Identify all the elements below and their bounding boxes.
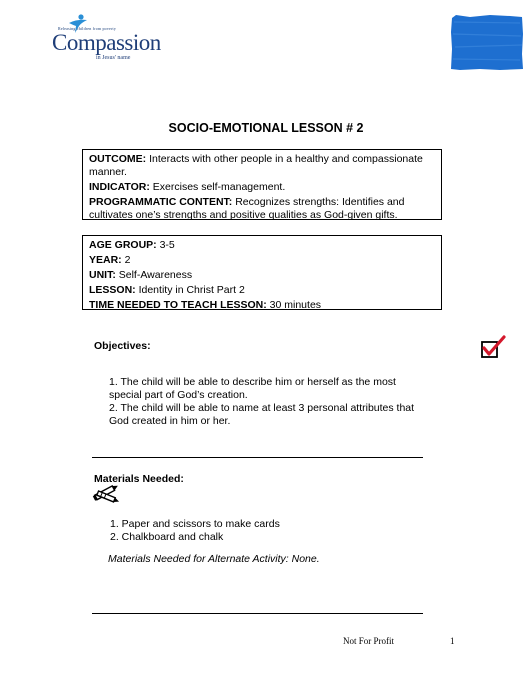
material-item: 2. Chalkboard and chalk [110,531,224,543]
unit-value: Self-Awareness [115,269,193,281]
programmatic-text: Recognizes strengths: Identifies and cultivates one’s strengths and positive qualities as God-given gifts. [89,196,405,221]
age-group-value: 3-5 [156,239,175,251]
unit-label: UNIT: [89,269,116,281]
pencil-crayon-icon [92,485,124,505]
page-number: 1 [450,636,455,646]
objective-item: 1. The child will be able to describe him or herself as the most special part of God’s creation. [109,376,396,401]
indicator-line [89,181,435,194]
unit-line [89,269,435,282]
year-label: YEAR: [89,254,122,266]
page-title: SOCIO-EMOTIONAL LESSON # 2 [168,121,364,135]
lesson-label: LESSON: [89,284,136,296]
blue-brush-box [450,14,524,71]
checkmark-box-icon [480,335,506,359]
indicator-label: INDICATOR: [89,181,150,193]
footer-label: Not For Profit [343,636,395,646]
section-divider [92,613,423,614]
lesson-info-box [82,235,442,310]
programmatic-line [89,196,435,222]
outcome-box [82,149,442,220]
logo-tagline: Releasing children from poverty [58,26,117,31]
material-item: 1. Paper and scissors to make cards [110,518,280,530]
programmatic-label: PROGRAMMATIC CONTENT: [89,196,233,208]
time-label: TIME NEEDED TO TEACH LESSON: [89,299,267,311]
logo-wordmark: Compassion [52,30,161,55]
materials-heading: Materials Needed: [94,473,184,485]
outcome-line [89,153,435,179]
indicator-text: Exercises self-management. [149,181,286,193]
alternate-materials: Materials Needed for Alternate Activity: None. [108,553,320,565]
time-line [89,299,435,312]
objectives-list [109,376,429,427]
outcome-label: OUTCOME: [89,153,147,165]
lesson-value: Identity in Christ Part 2 [135,284,245,296]
objective-item: 2. The child will be able to name at least 3 personal attributes that God created in him or her. [109,402,415,427]
objectives-heading: Objectives: [94,340,151,352]
age-group-line [89,239,435,252]
year-line [89,254,435,267]
outcome-text: Interacts with other people in a healthy and compassionate manner. [89,153,423,178]
year-value: 2 [121,254,131,266]
section-divider [92,457,423,458]
time-value: 30 minutes [266,299,322,311]
lesson-line [89,284,435,297]
logo-subtitle: in Jesus' name [96,55,131,61]
age-group-label: AGE GROUP: [89,239,157,251]
materials-list [110,518,410,544]
